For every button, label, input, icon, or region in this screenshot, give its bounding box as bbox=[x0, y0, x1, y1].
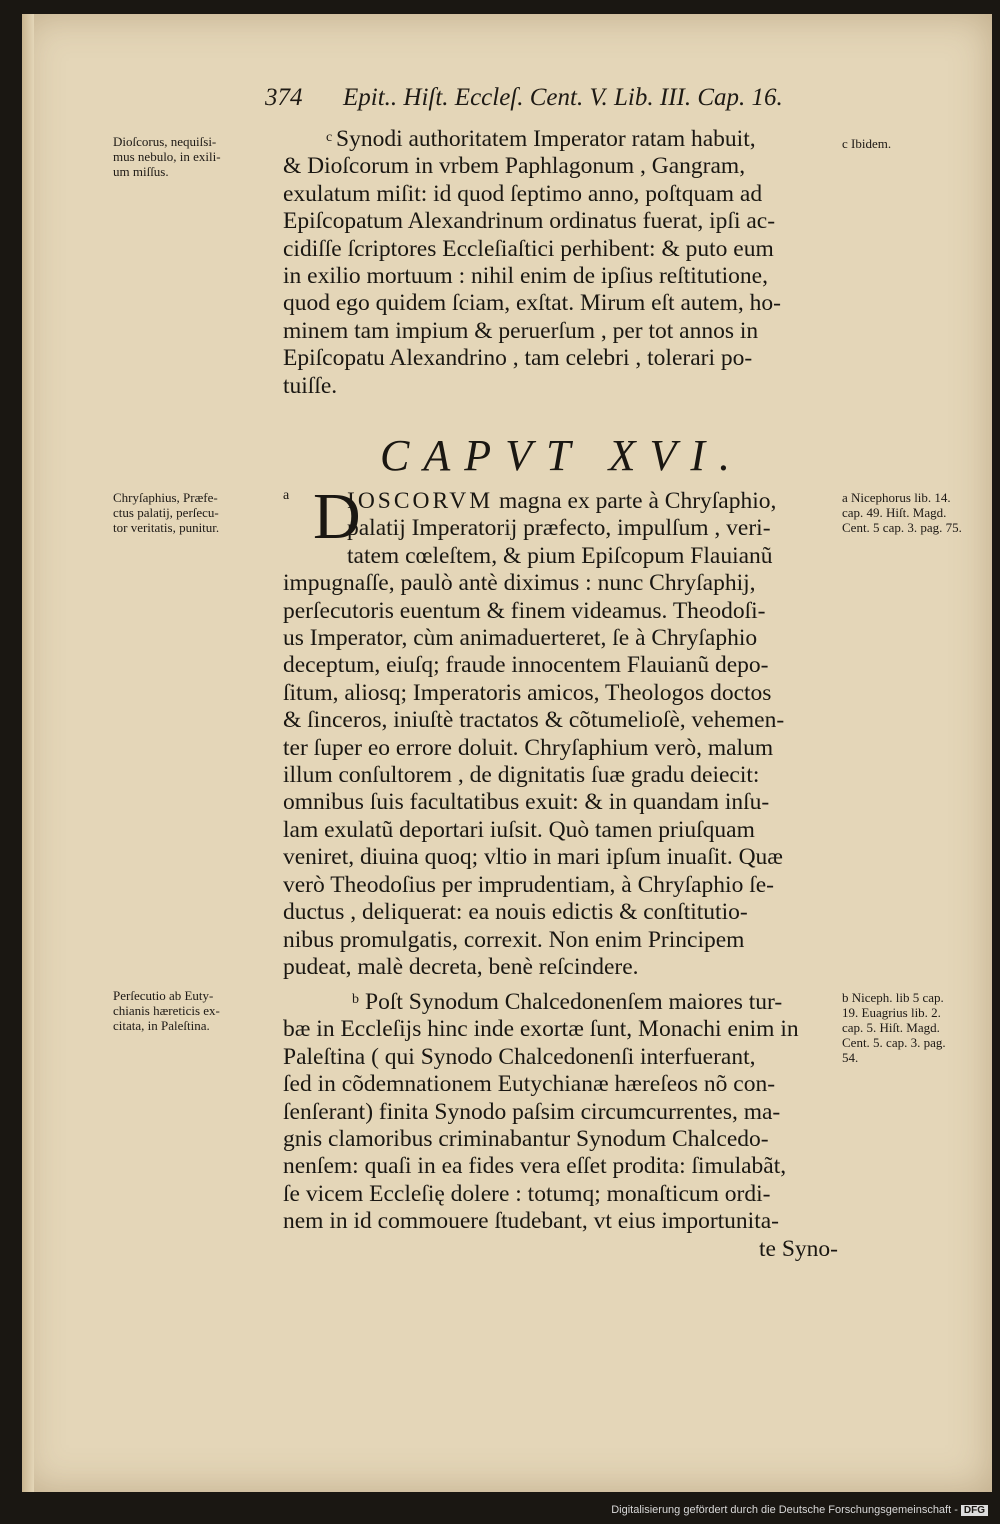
margin-note-line: Cent. 5. cap. 3. pag. bbox=[842, 1035, 946, 1050]
margin-note-line: cap. 49. Hiſt. Magd. bbox=[842, 505, 947, 520]
text-line: cidiſſe ſcriptores Eccleſiaſtici perhibent: & puto eum bbox=[283, 235, 774, 262]
margin-note-left-2 bbox=[113, 490, 273, 535]
text-line: impugnaſſe, paulò antè diximus : nunc Chryſaphij, bbox=[283, 570, 756, 597]
footnote-marker-c: c bbox=[326, 130, 333, 145]
text-line: ſe vicem Eccleſię dolere : totumq; monaſticum ordi- bbox=[283, 1180, 771, 1207]
text-line: palatij Imperatorij præfecto, impulſum , veri- bbox=[347, 515, 771, 542]
margin-note-left-1 bbox=[113, 134, 273, 179]
text-line: omnibus ſuis facultatibus exuit: & in quandam inſu- bbox=[283, 789, 770, 816]
margin-note-line: 19. Euagrius lib. 2. bbox=[842, 1005, 941, 1020]
margin-note-line: Dioſcorus, nequiſsi- bbox=[113, 134, 217, 149]
margin-note-line: b Niceph. lib 5 cap. bbox=[842, 990, 944, 1005]
text-line: gnis clamoribus criminabantur Synodum Chalcedo- bbox=[283, 1126, 769, 1153]
text-line: illum conſultorem , de dignitatis ſuæ gradu deiecit: bbox=[283, 762, 760, 789]
text-line: ductus , deliquerat: ea nouis edictis & conſtitutio- bbox=[283, 899, 748, 926]
running-header bbox=[265, 84, 783, 112]
dfg-logo-icon: DFG bbox=[961, 1505, 988, 1516]
text-line: Epiſcopatu Alexandrino , tam celebri , tolerari po- bbox=[283, 345, 753, 372]
text-line: & Dioſcorum in vrbem Paphlagonum , Gangram, bbox=[283, 153, 746, 180]
text-line: Poſt Synodum Chalcedonenſem maiores tur- bbox=[365, 989, 783, 1015]
margin-note-line: mus nebulo, in exili- bbox=[113, 149, 221, 164]
margin-note-right-1 bbox=[842, 136, 990, 151]
text-line: veniret, diuina quoq; vltio in mari ipſum inuaſit. Quæ bbox=[283, 844, 783, 871]
text-line: perſecutoris euentum & finem videamus. Theodoſi- bbox=[283, 597, 766, 624]
text-line: ſed in cõdemnationem Eutychianæ hæreſeos nõ con- bbox=[283, 1071, 776, 1098]
paragraph-2 bbox=[283, 488, 838, 981]
margin-note-line: Chryſaphius, Præfe- bbox=[113, 490, 218, 505]
paragraph-3 bbox=[283, 989, 838, 1263]
text-line: nem in id commouere ſtudebant, vt eius importunita- bbox=[283, 1208, 780, 1235]
margin-note-line: ctus palatij, perſecu- bbox=[113, 505, 219, 520]
text-line: nibus promulgatis, correxit. Non enim Principem bbox=[283, 926, 745, 953]
digitization-footer bbox=[611, 1504, 988, 1516]
text-line: verò Theodoſius per imprudentiam, à Chryſaphio ſe- bbox=[283, 871, 774, 898]
text-line: deceptum, eiuſq; fraude innocentem Flauianũ depo- bbox=[283, 652, 769, 679]
text-line bbox=[283, 488, 838, 515]
paragraph-1 bbox=[283, 126, 838, 400]
text-line: Epiſcopatum Alexandrinum ordinatus fuerat, ipſi ac- bbox=[283, 208, 776, 235]
text-line: & ſinceros, iniuſtè tractatos & cõtumelioſè, vehemen- bbox=[283, 707, 785, 734]
catchword: te Syno- bbox=[759, 1235, 838, 1262]
text-line: Synodi authoritatem Imperator ratam habuit, bbox=[336, 126, 756, 152]
footnote-marker-a: a bbox=[283, 488, 290, 503]
margin-note-line: um miſſus. bbox=[113, 164, 169, 179]
margin-note-line: Perſecutio ab Euty- bbox=[113, 988, 214, 1003]
smallcaps-word: IOSCORVM bbox=[347, 488, 494, 514]
margin-note-right-2 bbox=[842, 490, 990, 535]
text-line: Paleſtina ( qui Synodo Chalcedonenſi interfuerant, bbox=[283, 1043, 756, 1070]
margin-note-line: 54. bbox=[842, 1050, 859, 1065]
text-line: in exilio mortuum : nihil enim de ipſius reſtitutione, bbox=[283, 263, 768, 290]
text-line: ſitum, aliosq; Imperatoris amicos, Theologos doctos bbox=[283, 679, 772, 706]
text-line: tatem cœleſtem, & pium Epiſcopum Flauianũ bbox=[347, 542, 773, 569]
footnote-marker-b: b bbox=[352, 992, 359, 1007]
text-line: nenſem: quaſi in ea fides vera eſſet prodita: ſimulabãt, bbox=[283, 1153, 787, 1180]
margin-note-left-3 bbox=[113, 988, 273, 1033]
margin-note-line: citata, in Paleſtina. bbox=[113, 1018, 210, 1033]
margin-note-line: a Nicephorus lib. 14. bbox=[842, 490, 951, 505]
margin-note-right-3 bbox=[842, 990, 990, 1065]
margin-note-line: Cent. 5 cap. 3. pag. 75. bbox=[842, 520, 962, 535]
page-gutter-edge bbox=[22, 14, 34, 1492]
text-line: lam exulatũ deportari iuſsit. Quò tamen priuſquam bbox=[283, 816, 755, 843]
margin-note-line: tor veritatis, punitur. bbox=[113, 520, 220, 535]
page-number: 374 bbox=[265, 84, 303, 111]
text-line: minem tam impium & peruerſum , per tot annos in bbox=[283, 317, 759, 344]
text-line: us Imperator, cùm animaduerteret, ſe à Chryſaphio bbox=[283, 625, 758, 652]
margin-note-line: cap. 5. Hiſt. Magd. bbox=[842, 1020, 940, 1035]
text-line: pudeat, malè decreta, benè reſcindere. bbox=[283, 953, 639, 980]
text-line: ter ſuper eo errore doluit. Chryſaphium verò, malum bbox=[283, 734, 774, 761]
text-line: tuiſſe. bbox=[283, 372, 338, 399]
margin-note-line: c Ibidem. bbox=[842, 136, 892, 151]
running-title: Epit.. Hiſt. Eccleſ. Cent. V. Lib. III. Cap. 16. bbox=[343, 84, 783, 111]
text-line: exulatum miſit: id quod ſeptimo anno, poſtquam ad bbox=[283, 180, 763, 207]
footer-text: Digitalisierung gefördert durch die Deutsche Forschungsgemeinschaft - bbox=[611, 1504, 958, 1516]
drop-cap: D bbox=[313, 480, 361, 553]
text-line: bæ in Eccleſijs hinc inde exortæ ſunt, Monachi enim in bbox=[283, 1016, 799, 1043]
margin-note-line: chianis hæreticis ex- bbox=[113, 1003, 220, 1018]
text-line: ſenſerant) finita Synodo paſsim circumcurrentes, ma- bbox=[283, 1098, 781, 1125]
chapter-heading: CAPVT XVI. bbox=[380, 431, 745, 480]
text-line-rest: magna ex parte à Chryſaphio, bbox=[499, 488, 777, 514]
text-line: quod ego quidem ſciam, exſtat. Mirum eſt autem, ho- bbox=[283, 290, 781, 317]
